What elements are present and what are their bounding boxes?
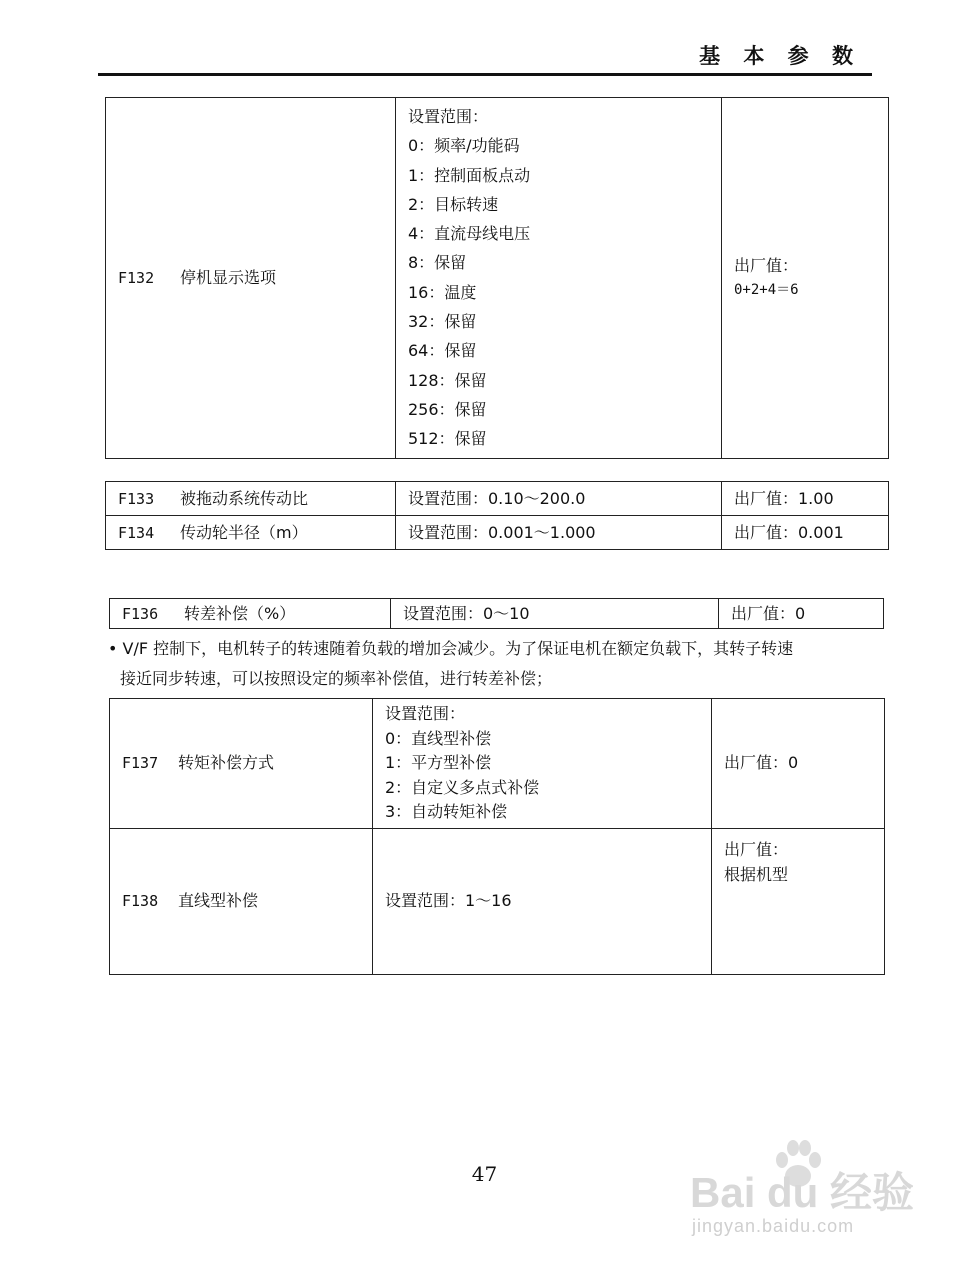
- option-list: [408, 102, 709, 454]
- param-row-f132: [106, 98, 889, 459]
- page-number: 47: [471, 1162, 498, 1186]
- param-name: 传动轮半径（m）: [180, 522, 308, 542]
- option-item: 2：自定义多点式补偿: [385, 777, 540, 797]
- option-item: 128：保留: [408, 370, 487, 390]
- factory-value: 出厂值：0: [712, 699, 885, 829]
- option-item: 256：保留: [408, 399, 487, 419]
- param-code: F136: [122, 604, 159, 623]
- section-title: 基 本 参 数: [699, 44, 861, 68]
- baidu-jingyan-watermark: [690, 1136, 920, 1246]
- param-code: F133: [118, 489, 155, 508]
- option-item: 16：温度: [408, 282, 477, 302]
- param-range: 设置范围：0～10: [391, 599, 719, 629]
- param-range: 设置范围：0.10～200.0: [396, 482, 722, 516]
- param-row-f136: [110, 599, 884, 629]
- factory-value-cell: [722, 98, 889, 459]
- factory-value: 0+2+4＝6: [734, 281, 799, 298]
- note-line: 接近同步转速，可以按照设定的频率补偿值，进行转差补偿；: [120, 669, 553, 688]
- param-table-f137-f138: [109, 698, 885, 975]
- watermark-url: jingyan.baidu.com: [692, 1216, 855, 1236]
- range-title: 设置范围：: [408, 107, 489, 126]
- option-item: 0：直线型补偿: [385, 728, 492, 748]
- param-table-f133-f134: [105, 481, 889, 550]
- param-row-f134: [106, 516, 889, 550]
- option-item: 32：保留: [408, 312, 477, 332]
- option-item: 64：保留: [408, 341, 477, 361]
- factory-value-cell: [712, 828, 885, 974]
- param-code: F138: [122, 892, 159, 910]
- param-code: F137: [122, 754, 159, 773]
- option-item: 3：自动转矩补偿: [385, 802, 508, 821]
- param-name: 直线型补偿: [178, 891, 259, 910]
- param-range: 设置范围：0.001～1.000: [396, 516, 722, 550]
- param-row-f133: [106, 482, 889, 516]
- option-item: 1：平方型补偿: [385, 753, 492, 772]
- param-name: 转矩补偿方式: [178, 753, 275, 773]
- param-name: 被拖动系统传动比: [180, 488, 309, 508]
- param-code: F134: [118, 523, 155, 542]
- note-line: • V/F 控制下，电机转子的转速随着负载的增加会减少。为了保证电机在额定负载下，其转子转速: [108, 639, 794, 658]
- param-name-cell: [110, 599, 391, 629]
- factory-label: 出厂值：: [734, 255, 799, 275]
- param-name-cell: [106, 482, 396, 516]
- factory-label: 出厂值：: [724, 839, 789, 859]
- option-list: [385, 702, 699, 825]
- param-name: 转差补偿（%）: [184, 603, 296, 623]
- option-item: 1：控制面板点动: [408, 165, 531, 185]
- note-paragraph: [108, 634, 898, 694]
- header-rule: [98, 73, 872, 76]
- param-name-cell: [106, 516, 396, 550]
- option-item: 4：直流母线电压: [408, 224, 531, 244]
- param-range-cell: [396, 98, 722, 459]
- param-name: 停机显示选项: [180, 267, 277, 287]
- option-item: 8：保留: [408, 253, 467, 273]
- param-row-f138: [110, 828, 885, 974]
- factory-value: 出厂值：0.001: [722, 516, 889, 550]
- param-table-f132: [105, 97, 889, 459]
- watermark-logo: Bai du 经验: [690, 1169, 915, 1216]
- param-name-cell: [106, 98, 396, 459]
- range-title: 设置范围：: [385, 704, 466, 723]
- param-name-cell: [110, 828, 373, 974]
- param-row-f137: [110, 699, 885, 829]
- param-range-cell: [373, 699, 712, 829]
- param-table-f136: [109, 598, 884, 629]
- param-range: 设置范围：1～16: [373, 828, 712, 974]
- factory-value: 出厂值：0: [719, 599, 884, 629]
- param-code: F132: [118, 268, 155, 287]
- factory-value: 根据机型: [724, 864, 789, 884]
- option-item: 0：频率/功能码: [408, 136, 520, 156]
- factory-value: 出厂值：1.00: [722, 482, 889, 516]
- option-item: 512：保留: [408, 429, 487, 449]
- param-name-cell: [110, 699, 373, 829]
- option-item: 2：目标转速: [408, 194, 499, 214]
